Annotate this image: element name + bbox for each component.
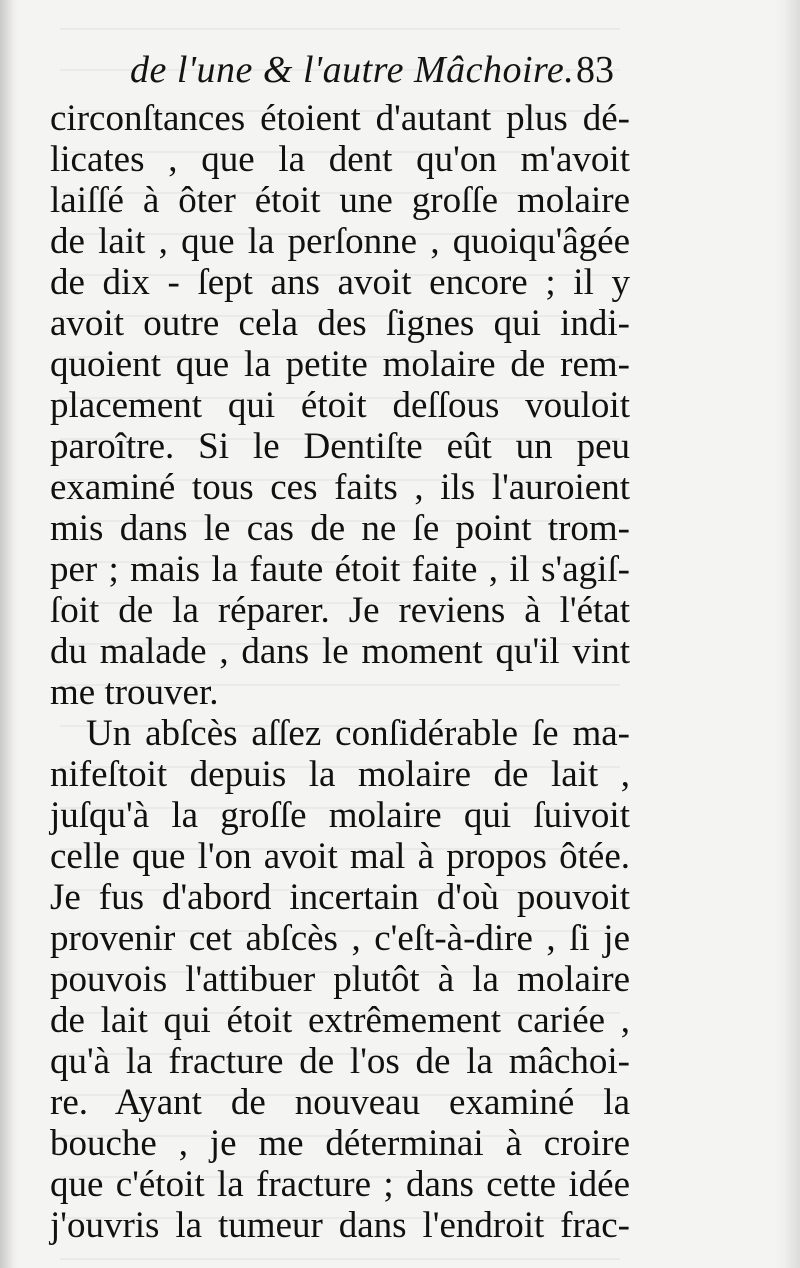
text-line: j'ouvris la tumeur dans l'endroit frac- bbox=[50, 1205, 630, 1246]
running-title: de l'une & l'autre Mâchoire. bbox=[130, 49, 575, 91]
text-line: mis dans le cas de ne ſe point trom- bbox=[50, 508, 630, 549]
text-line: paroître. Si le Dentiſte eût un peu bbox=[50, 426, 630, 467]
text-line: avoit outre cela des ſignes qui indi- bbox=[50, 303, 630, 344]
text-line: de lait qui étoit extrêmement cariée , bbox=[50, 1000, 630, 1041]
text-line: placement qui étoit deſſous vouloit bbox=[50, 385, 630, 426]
text-line: que c'étoit la fracture ; dans cette idée bbox=[50, 1164, 630, 1205]
text-line: me trouver. bbox=[50, 672, 219, 713]
text-line: laiſſé à ôter étoit une groſſe molaire bbox=[50, 180, 630, 221]
text-line: per ; mais la faute étoit faite , il s'agiſ- bbox=[50, 549, 630, 590]
text-line: Un abſcès aſſez conſidérable ſe ma- bbox=[86, 713, 630, 754]
text-line: re. Ayant de nouveau examiné la bbox=[50, 1082, 630, 1123]
running-head bbox=[0, 48, 800, 98]
text-line: de dix - ſept ans avoit encore ; il y bbox=[50, 262, 630, 303]
text-line: quoient que la petite molaire de rem- bbox=[50, 344, 630, 385]
scan-left-edge bbox=[0, 0, 18, 1268]
text-line: examiné tous ces faits , ils l'auroient bbox=[50, 467, 630, 508]
page-number: 83 bbox=[576, 49, 614, 91]
scan-right-edge bbox=[774, 0, 800, 1268]
body-text bbox=[50, 98, 630, 1246]
text-line: nifeſtoit depuis la molaire de lait , bbox=[50, 754, 630, 795]
text-line: du malade , dans le moment qu'il vint bbox=[50, 631, 630, 672]
text-line: licates , que la dent qu'on m'avoit bbox=[50, 139, 630, 180]
text-line: provenir cet abſcès , c'eſt-à-dire , ſi je bbox=[50, 918, 630, 959]
text-line: qu'à la fracture de l'os de la mâchoi- bbox=[50, 1041, 630, 1082]
text-line: bouche , je me déterminai à croire bbox=[50, 1123, 630, 1164]
text-line: pouvois l'attibuer plutôt à la molaire bbox=[50, 959, 630, 1000]
text-line: Je fus d'abord incertain d'où pouvoit bbox=[50, 877, 630, 918]
text-line: de lait , que la perſonne , quoiqu'âgée bbox=[50, 221, 630, 262]
text-line: ſoit de la réparer. Je reviens à l'état bbox=[50, 590, 630, 631]
text-line: juſqu'à la groſſe molaire qui ſuivoit bbox=[50, 795, 630, 836]
text-line: circonſtances étoient d'autant plus dé- bbox=[50, 98, 630, 139]
text-line: celle que l'on avoit mal à propos ôtée. bbox=[50, 836, 630, 877]
